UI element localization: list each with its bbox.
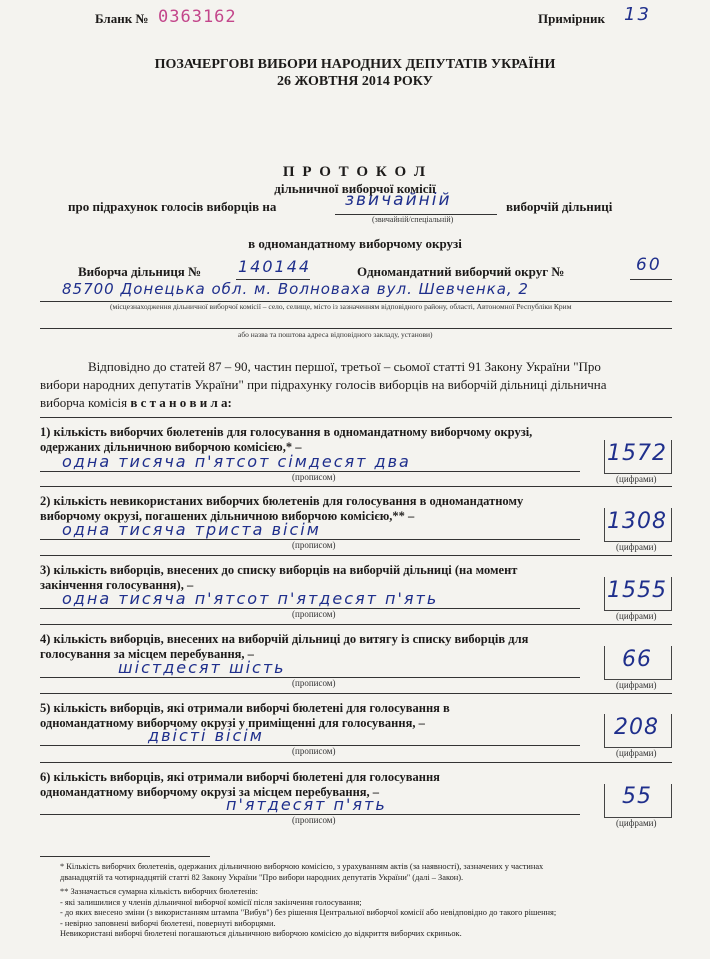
item-3-line-1: 3) кількість виборців, внесених до списку виборців на виборчій дільниці (на момент [40,563,518,577]
copy-label: Примірник [538,11,605,26]
separator-4 [40,624,672,625]
station-type-caption: (звичайній/спеціальній) [372,215,454,224]
item-4-line-2: голосування за місцем перебування, – [40,647,254,661]
item-6-words-caption: (прописом) [292,815,336,825]
item-2-digits-caption: (цифрами) [616,542,657,552]
item-4-digits: 66 [622,647,652,672]
separator-1 [40,417,672,418]
district-subtitle: в одномандатному виборчому окрузі [248,236,462,251]
footnotes [60,862,556,940]
footnote-2-line-2: - які залишилися у членів дільничної виборчої комісії після закінчення голосування; [60,897,362,907]
footnote-2-line-5: Невикористані виборчі бюлетені погашаються дільничною виборчою комісією до відкриття виборчих скриньок. [60,929,462,938]
footnote-2-line-4: - невірно заповнені виборчі бюлетені, повернуті виборцями. [60,918,276,928]
footnote-2-line-1: ** Зазначається сумарна кількість виборчих бюлетенів: [60,887,258,896]
intro-established: в с т а н о в и л а: [130,395,232,410]
item-2-line-2: виборчому окрузі, погашених дільничною виборчою комісією,** – [40,509,415,523]
item-4-words: шістдесят шість [118,658,286,677]
copy-number: 13 [624,4,651,25]
item-4-words-caption: (прописом) [292,678,336,688]
district-label: Одномандатний виборчий округ № [357,264,565,279]
address-caption-2: або назва та поштова адреса відповідного закладу, установи) [238,330,433,339]
item-5-line-1: 5) кількість виборців, які отримали виборчі бюлетені для голосування в [40,701,450,715]
item-1-line-2: одержаних дільничною виборчою комісією,* – [40,440,302,454]
station-type-handwritten: звичайній [345,190,452,210]
item-6-digits-caption: (цифрами) [616,818,657,828]
station-number: 140144 [238,257,312,276]
item-4-line-1: 4) кількість виборців, внесених на виборчій дільниці до витягу із списку виборців для [40,632,529,646]
item-3-digits-caption: (цифрами) [616,611,657,621]
intro-line-2: вибори народних депутатів України" при підрахунку голосів виборців на виборчій дільниці дільнична [40,377,607,392]
district-number-line [630,279,672,280]
item-5-digits-caption: (цифрами) [616,748,657,758]
intro-line-3 [40,395,232,411]
item-6-words: п'ятдесят п'ять [226,795,387,814]
address-caption: (місцезнаходження дільничної виборчої комісії – село, селище, місто із зазначенням відповідного району, області, Автономної Республіки Крим [110,302,572,311]
item-1-words-caption: (прописом) [292,472,336,482]
item-1-line-1: 1) кількість виборчих бюлетенів для голосування в одномандатному виборчому окрузі, [40,425,533,439]
item-3-digits: 1555 [607,578,667,603]
blank-number: 0363162 [158,7,237,27]
item-2-digits: 1308 [607,509,667,534]
station-address: 85700 Донецька обл. м. Волноваха вул. Шевченка, 2 [62,280,529,298]
item-3-words: одна тисяча п'ятсот п'ятдесят п'ять [62,589,439,608]
item-1-digits: 1572 [607,441,667,466]
election-title: ПОЗАЧЕРГОВІ ВИБОРИ НАРОДНИХ ДЕПУТАТІВ УКРАЇНИ [154,57,556,72]
item-5-words: двісті вісім [148,726,264,745]
blank-label: Бланк № [95,11,149,26]
item-2-words: одна тисяча триста вісім [62,520,321,539]
item-3-words-caption: (прописом) [292,609,336,619]
item-2-line-1: 2) кількість невикористаних виборчих бюлетенів для голосування в одномандатному [40,494,524,508]
item-1-label [40,425,580,455]
item-5-words-caption: (прописом) [292,746,336,756]
station-label: Виборча дільниця № [78,264,202,279]
item-6-digits: 55 [622,784,652,809]
count-suffix: виборчій дільниці [506,199,613,214]
item-3-line-2: закінчення голосування), – [40,578,194,592]
election-date: 26 ЖОВТНЯ 2014 РОКУ [277,74,433,89]
item-5-label [40,701,580,731]
district-number: 60 [636,255,662,275]
item-1-words: одна тисяча п'ятсот сімдесят два [62,452,411,471]
footnote-1-line-2: дванадцятій та чотирнадцятій статті 82 Закону України "Про вибори народних депутатів України" (далі – Закон). [60,872,464,882]
intro-line-1: Відповідно до статей 87 – 90, частин першої, третьої – сьомої статті 91 Закону України "Про [88,359,601,374]
address-line-2 [40,328,672,329]
protocol-subtitle: дільничної виборчої комісії [274,181,436,196]
separator-5 [40,693,672,694]
footnote-2-line-3: - до яких внесено зміни (з використанням штампа "Вибув") без рішення Центральної виборчої комісії або невідповідно до такого рішення; [60,908,557,917]
item-6-line-1: 6) кількість виборців, які отримали виборчі бюлетені для голосування [40,770,440,784]
separator-6 [40,762,672,763]
item-1-digits-caption: (цифрами) [616,474,657,484]
item-6-line-2: одномандатному виборчому окрузі за місцем перебування, – [40,785,380,799]
item-5-digits: 208 [614,715,659,740]
protocol-heading: П Р О Т О К О Л [282,164,428,180]
separator-2 [40,486,672,487]
count-prefix: про підрахунок голосів виборців на [68,199,277,214]
item-5-line-2: одномандатному виборчому окрузі у приміщенні для голосування, – [40,716,425,730]
footnote-rule [40,856,210,857]
footnote-1-line-1: * Кількість виборчих бюлетенів, одержаних дільничною виборчою комісією, з урахуванням актів (за наявності), зазначених у частинах [60,862,544,871]
intro-line-3-prefix: виборча комісія [40,395,128,410]
item-4-digits-caption: (цифрами) [616,680,657,690]
separator-3 [40,555,672,556]
item-2-words-caption: (прописом) [292,540,336,550]
